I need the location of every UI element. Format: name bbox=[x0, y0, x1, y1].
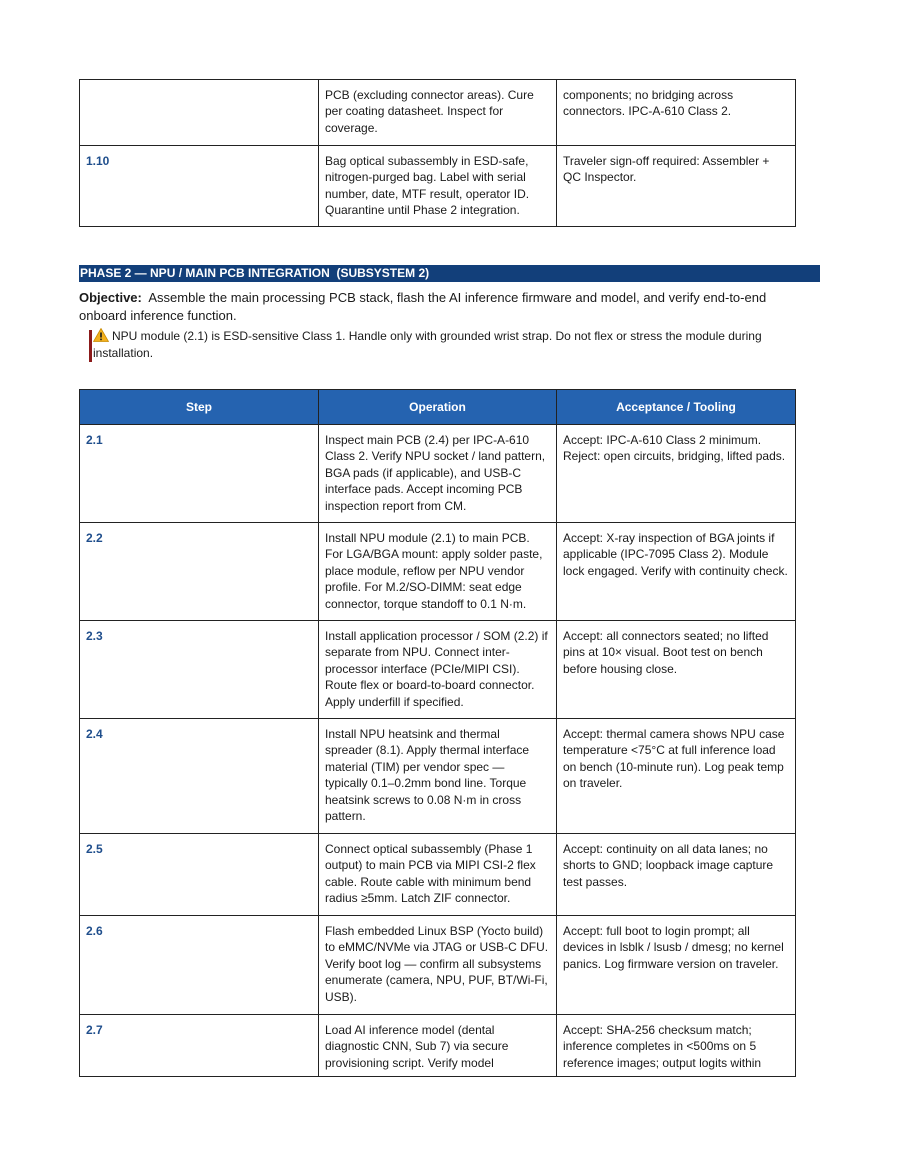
acceptance-cell: Accept: continuity on all data lanes; no shorts to GND; loopback image capture test passes. bbox=[557, 834, 796, 916]
table-row bbox=[80, 146, 796, 227]
operation-cell: Install NPU module (2.1) to main PCB. For LGA/BGA mount: apply solder paste, place module, reflow per NPU vendor profile. For M.2/SO-DIMM: seat edge connector, torque standoff to 0.1 N·m. bbox=[319, 523, 557, 621]
column-header-step: Step bbox=[80, 390, 319, 425]
acceptance-cell: Accept: IPC-A-610 Class 2 minimum. Reject: open circuits, bridging, lifted pads. bbox=[557, 425, 796, 523]
operation-cell: Inspect main PCB (2.4) per IPC-A-610 Class 2. Verify NPU socket / land pattern, BGA pads (if applicable), and USB-C interface pads. Accept incoming PCB inspection report from CM. bbox=[319, 425, 557, 523]
operation-cell: Flash embedded Linux BSP (Yocto build) to eMMC/NVMe via JTAG or USB-C DFU. Verify boot log — confirm all subsystems enumerate (camera, NPU, PUF, BT/Wi-Fi, USB). bbox=[319, 916, 557, 1015]
step-number-cell: 2.1 bbox=[80, 425, 319, 523]
table-row bbox=[80, 1015, 796, 1077]
acceptance-cell: Accept: full boot to login prompt; all devices in lsblk / lsusb / dmesg; no kernel panics. Log firmware version on traveler. bbox=[557, 916, 796, 1015]
phase-1-table-continued bbox=[79, 79, 796, 227]
table-row bbox=[80, 621, 796, 719]
table-row bbox=[80, 834, 796, 916]
objective-label: Objective: bbox=[79, 290, 142, 305]
phase-heading: PHASE 2 — NPU / MAIN PCB INTEGRATION (SUBSYSTEM 2) bbox=[79, 265, 820, 282]
phase-2-table bbox=[79, 389, 796, 1077]
step-number-cell: 2.7 bbox=[80, 1015, 319, 1077]
operation-cell: PCB (excluding connector areas). Cure per coating datasheet. Inspect for coverage. bbox=[319, 80, 557, 146]
table-row bbox=[80, 719, 796, 834]
column-header-operation: Operation bbox=[319, 390, 557, 425]
operation-cell: Install application processor / SOM (2.2) if separate from NPU. Connect inter-processor interface (PCIe/MIPI CSI). Route flex or board-to-board connector. Apply underfill if specified. bbox=[319, 621, 557, 719]
acceptance-cell: Accept: X-ray inspection of BGA joints if applicable (IPC-7095 Class 2). Module lock engaged. Verify with continuity check. bbox=[557, 523, 796, 621]
table-row bbox=[80, 523, 796, 621]
operation-cell: Install NPU heatsink and thermal spreader (8.1). Apply thermal interface material (TIM) per vendor spec — typically 0.1–0.2mm bond line. Torque heatsink screws to 0.08 N·m in cross pattern. bbox=[319, 719, 557, 834]
step-number-cell bbox=[80, 80, 319, 146]
step-number-cell: 1.10 bbox=[80, 146, 319, 227]
caution-note bbox=[91, 328, 793, 362]
table-row bbox=[80, 80, 796, 146]
step-number-cell: 2.6 bbox=[80, 916, 319, 1015]
objective-text: Assemble the main processing PCB stack, flash the AI inference firmware and model, and verify end-to-end onboard inference function. bbox=[79, 290, 767, 323]
step-number-cell: 2.4 bbox=[80, 719, 319, 834]
acceptance-cell: Accept: thermal camera shows NPU case temperature <75°C at full inference load on bench (10-minute run). Log peak temp on traveler. bbox=[557, 719, 796, 834]
column-header-acceptance: Acceptance / Tooling bbox=[557, 390, 796, 425]
step-number-cell: 2.3 bbox=[80, 621, 319, 719]
table-header-row bbox=[80, 390, 796, 425]
warning-icon bbox=[93, 328, 109, 342]
operation-cell: Connect optical subassembly (Phase 1 output) to main PCB via MIPI CSI-2 flex cable. Route cable with minimum bend radius ≥5mm. Latch ZIF connector. bbox=[319, 834, 557, 916]
table-row bbox=[80, 425, 796, 523]
operation-cell: Load AI inference model (dental diagnostic CNN, Sub 7) via secure provisioning script. Verify model bbox=[319, 1015, 557, 1077]
acceptance-cell: Accept: SHA-256 checksum match; inference completes in <500ms on 5 reference images; output logits within bbox=[557, 1015, 796, 1077]
step-number-cell: 2.2 bbox=[80, 523, 319, 621]
operation-cell: Bag optical subassembly in ESD-safe, nitrogen-purged bag. Label with serial number, date, MTF result, operator ID. Quarantine until Phase 2 integration. bbox=[319, 146, 557, 227]
acceptance-cell: Traveler sign-off required: Assembler + QC Inspector. bbox=[557, 146, 796, 227]
acceptance-cell: Accept: all connectors seated; no lifted pins at 10× visual. Boot test on bench before housing close. bbox=[557, 621, 796, 719]
objective-paragraph bbox=[79, 289, 809, 324]
step-number-cell: 2.5 bbox=[80, 834, 319, 916]
acceptance-cell: components; no bridging across connectors. IPC-A-610 Class 2. bbox=[557, 80, 796, 146]
table-row bbox=[80, 916, 796, 1015]
caution-text: NPU module (2.1) is ESD-sensitive Class 1. Handle only with grounded wrist strap. Do not flex or stress the module during installation. bbox=[93, 329, 762, 360]
